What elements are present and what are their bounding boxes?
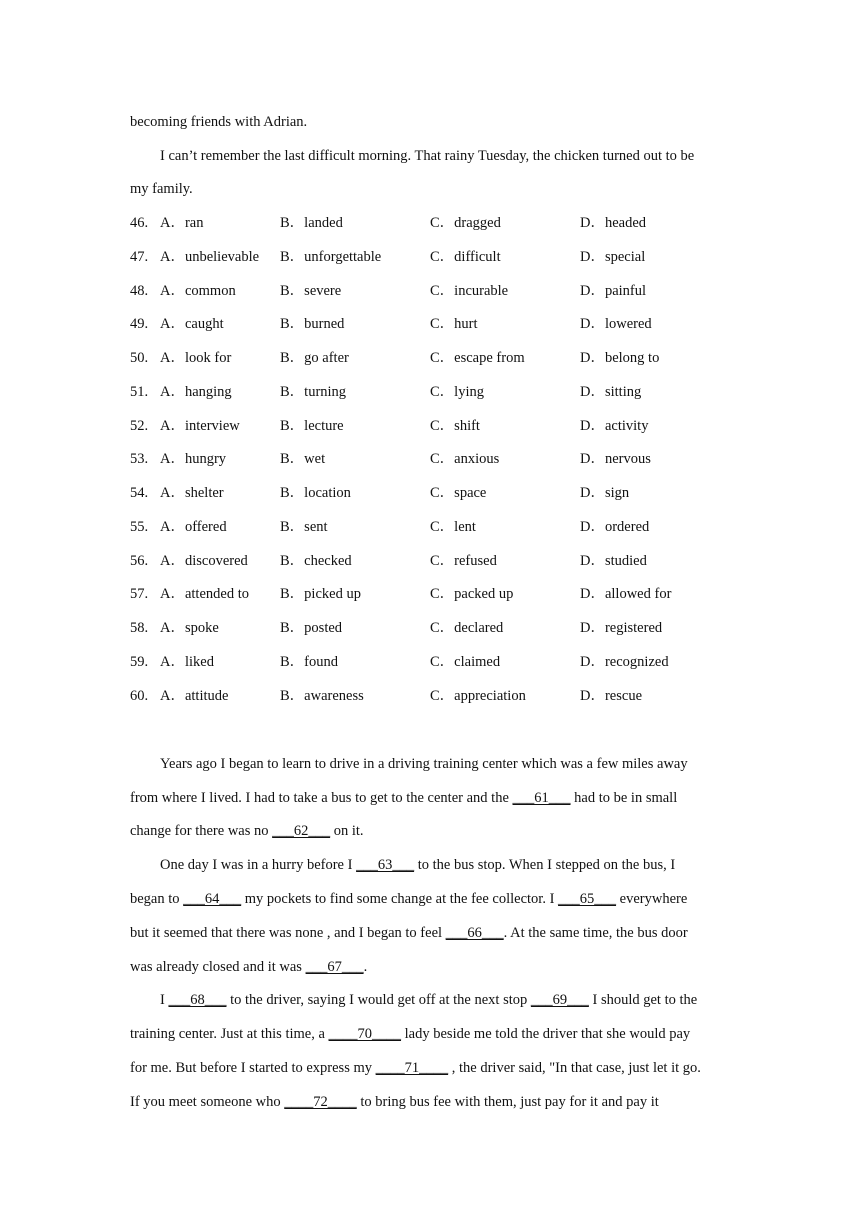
option-a: A．spoke [160, 620, 219, 636]
passage-text: but it seemed that there was none , and I began to feel [130, 925, 446, 941]
blank-67: ___67___ [305, 959, 364, 975]
question-row [130, 686, 730, 706]
question-row [130, 584, 730, 604]
passage-line [130, 923, 688, 943]
option-d: D．studied [580, 552, 647, 569]
question-number: 53. [130, 451, 149, 468]
option-b: B．turning [280, 383, 347, 400]
passage-text: training center. Just at this time, a [130, 1026, 329, 1042]
option-d: D．activity [580, 417, 649, 434]
option-b: B．go after [280, 350, 349, 366]
question-row [130, 314, 730, 334]
option-c: C．claimed [430, 653, 501, 670]
option-c: C．shift [430, 417, 480, 434]
question-number: 46. [130, 215, 149, 231]
passage-text: . [363, 959, 368, 975]
question-number: 47. [130, 248, 149, 265]
passage-text: had to be in small [570, 790, 678, 806]
intro-line-1: becoming friends with Adrian. [130, 114, 308, 130]
option-c: C．packed up [430, 586, 514, 603]
option-d: D．rescue [580, 687, 643, 704]
option-b: B．location [280, 485, 351, 501]
passage-text: If you meet someone who [130, 1094, 285, 1110]
option-d: D．headed [580, 215, 647, 231]
option-a: A．hanging [160, 383, 232, 400]
passage-text: to bring bus fee with them, just pay for it and pay it [356, 1094, 659, 1110]
option-a: A．shelter [160, 485, 224, 501]
blank-64: ___64___ [183, 891, 242, 907]
question-row [130, 517, 730, 537]
option-a: A．liked [160, 653, 214, 670]
option-a: A．discovered [160, 552, 248, 569]
question-number: 52. [130, 417, 149, 434]
passage-text: change for there was no [130, 823, 273, 839]
question-row [130, 652, 730, 672]
option-a: A．look for [160, 350, 232, 366]
blank-65: ___65___ [558, 891, 617, 907]
option-b: B．unforgettable [280, 248, 382, 265]
question-row [130, 618, 730, 638]
passage-line [130, 1058, 701, 1078]
option-d: D．ordered [580, 518, 650, 535]
blank-68: ___68___ [168, 992, 227, 1008]
passage-line [130, 821, 364, 841]
question-row [130, 551, 730, 571]
passage-text: One day I was in a hurry before I [160, 857, 357, 873]
option-c: C．declared [430, 620, 504, 636]
passage-text: from where I lived. I had to take a bus to get to the center and the [130, 790, 513, 806]
option-b: B．picked up [280, 586, 361, 603]
question-number: 50. [130, 350, 149, 366]
option-a: A．common [160, 282, 236, 299]
question-number: 49. [130, 316, 149, 333]
question-number: 56. [130, 552, 149, 569]
question-number: 48. [130, 282, 149, 299]
option-b: B．lecture [280, 417, 344, 434]
option-c: C．lent [430, 518, 476, 535]
option-b: B．awareness [280, 687, 364, 704]
option-d: D．special [580, 248, 646, 265]
passage-line [130, 788, 677, 808]
passage-text: for me. But before I started to express my [130, 1060, 376, 1076]
option-b: B．burned [280, 316, 345, 333]
passage-text: lady beside me told the driver that she would pay [401, 1026, 691, 1042]
question-number: 58. [130, 620, 149, 636]
passage-text: . At the same time, the bus door [503, 925, 688, 941]
question-row [130, 449, 730, 469]
question-number: 54. [130, 485, 149, 501]
option-d: D．painful [580, 282, 647, 299]
option-c: C．space [430, 485, 487, 501]
passage-line [130, 889, 687, 909]
passage-text: I [160, 992, 169, 1008]
passage-line [130, 957, 367, 977]
option-b: B．wet [280, 451, 326, 468]
passage-line: Years ago I began to learn to drive in a driving training center which was a few miles away [160, 756, 688, 772]
option-c: C．dragged [430, 215, 501, 231]
passage-text: began to [130, 891, 184, 907]
question-number: 60. [130, 687, 149, 704]
passage-text: to the driver, saying I would get off at the next stop [226, 992, 531, 1008]
passage-line [130, 1092, 659, 1112]
intro-line-3: my family. [130, 181, 193, 197]
passage-text: on it. [330, 823, 364, 839]
blank-70: ____70____ [328, 1026, 402, 1042]
option-c: C．refused [430, 552, 497, 569]
blank-72: ____72____ [284, 1094, 357, 1110]
blank-61: ___61___ [512, 790, 571, 806]
question-row [130, 348, 730, 368]
question-number: 59. [130, 653, 149, 670]
blank-66: ___66___ [445, 925, 504, 941]
passage-text: my pockets to find some change at the fee collector. I [241, 891, 559, 907]
blank-62: ___62___ [272, 823, 331, 839]
option-d: D．nervous [580, 451, 651, 468]
blank-63: ___63___ [356, 857, 415, 873]
option-d: D．recognized [580, 653, 669, 670]
passage-text: to the bus stop. When I stepped on the bus, I [414, 857, 676, 873]
blank-71: ____71____ [375, 1060, 449, 1076]
option-c: C．incurable [430, 282, 509, 299]
question-row [130, 213, 730, 233]
option-d: D．allowed for [580, 586, 672, 603]
option-a: A．offered [160, 518, 227, 535]
option-a: A．hungry [160, 451, 227, 468]
intro-line-2: I can’t remember the last difficult morning. That rainy Tuesday, the chicken turned out to be [160, 148, 695, 164]
passage-text: was already closed and it was [130, 959, 306, 975]
question-row [130, 382, 730, 402]
option-c: C．difficult [430, 248, 501, 265]
option-c: C．anxious [430, 451, 500, 468]
passage-line [160, 855, 675, 875]
question-number: 57. [130, 586, 149, 603]
option-b: B．checked [280, 552, 352, 569]
question-number: 55. [130, 518, 149, 535]
passage-text: everywhere [616, 891, 688, 907]
option-d: D．lowered [580, 316, 652, 333]
option-d: D．registered [580, 620, 663, 636]
question-row [130, 416, 730, 436]
passage-line [160, 990, 697, 1010]
question-number: 51. [130, 383, 149, 400]
option-a: A．caught [160, 316, 224, 333]
option-a: A．unbelievable [160, 248, 260, 265]
option-a: A．interview [160, 417, 240, 434]
option-a: A．ran [160, 215, 204, 231]
option-c: C．lying [430, 383, 484, 400]
passage-line [130, 1024, 690, 1044]
option-d: D．sign [580, 485, 630, 501]
option-d: D．belong to [580, 350, 660, 366]
blank-69: ___69___ [530, 992, 589, 1008]
passage-text: I should get to the [588, 992, 698, 1008]
option-d: D．sitting [580, 383, 642, 400]
option-b: B．posted [280, 620, 343, 636]
option-c: C．escape from [430, 350, 525, 366]
question-row [130, 483, 730, 503]
option-c: C．appreciation [430, 687, 526, 704]
option-a: A．attitude [160, 687, 229, 704]
question-row [130, 281, 730, 301]
option-b: B．sent [280, 518, 328, 535]
option-b: B．severe [280, 282, 342, 299]
option-c: C．hurt [430, 316, 478, 333]
option-b: B．landed [280, 215, 343, 231]
option-b: B．found [280, 653, 338, 670]
question-row [130, 247, 730, 267]
passage-text: , the driver said, "In that case, just let it go. [448, 1060, 701, 1076]
option-a: A．attended to [160, 586, 249, 603]
